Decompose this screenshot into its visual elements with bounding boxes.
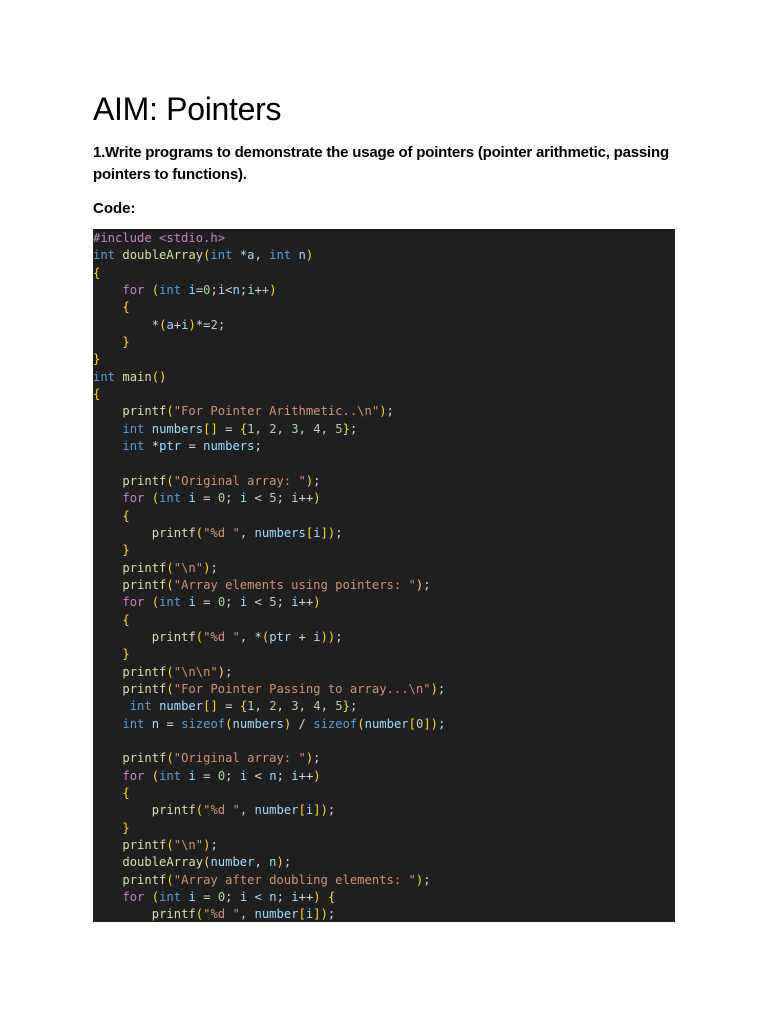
code-line: printf("For Pointer Arithmetic..\n"); [122,404,394,419]
code-line: int doubleArray(int *a, int n) [93,248,314,263]
code-line: int number[] = {1, 2, 3, 4, 5}; [129,699,358,714]
code-line: } [93,352,101,367]
code-line: printf("Original array: "); [122,473,321,488]
code-block [93,229,675,922]
code-line: int *ptr = numbers; [122,439,262,454]
code-line: doubleArray(number, n); [122,855,292,870]
code-line: int n = sizeof(numbers) / sizeof(number[0]); [122,716,446,731]
code-line: } [122,647,130,662]
code-line: printf("\n"); [122,838,218,853]
code-line: #include <stdio.h> [93,231,226,245]
code-line: } [122,820,130,835]
code-line: { [93,265,101,280]
code-line: printf("%d ", *(ptr + i)); [151,629,343,644]
code-line: { [122,612,130,627]
code-line: { [122,300,130,315]
code-line: printf("Array elements using pointers: "); [122,577,431,592]
code-line: for (int i = 0; i < 5; i++) [122,595,321,610]
code-line: { [122,508,130,523]
code-line: { [122,786,130,800]
code-line: } [122,543,130,558]
code-line: printf("\n\n"); [122,664,233,679]
question-text: 1.Write programs to demonstrate the usage of pointers (pointer arithmetic, passing pointers to functions). [93,144,669,183]
code-line: for (int i = 0; i < n; i++) { [122,890,336,905]
code-line [93,455,675,472]
code-line: printf("%d ", number[i]); [151,803,336,818]
code-line: { [93,387,101,402]
code-line: *(a+i)*=2; [151,317,226,332]
code-line: printf("\n"); [122,560,218,575]
code-line: printf("For Pointer Passing to array...\n"); [122,681,446,696]
code-line: printf("%d ", numbers[i]); [151,525,343,540]
code-line: for (int i=0;i<n;i++) [122,283,277,298]
code-line: printf("%d ", number[i]); [151,907,336,922]
code-line: } [122,335,130,350]
code-line [93,733,675,750]
page-title: AIM: Pointers [93,91,282,127]
code-label: Code: [93,200,136,217]
code-line: int numbers[] = {1, 2, 3, 4, 5}; [122,421,358,436]
code-line: printf("Original array: "); [122,751,321,766]
code-line: int main() [93,369,167,384]
code-line: for (int i = 0; i < 5; i++) [122,491,321,506]
code-line: for (int i = 0; i < n; i++) [122,768,321,783]
code-line: printf("Array after doubling elements: "); [122,872,431,887]
